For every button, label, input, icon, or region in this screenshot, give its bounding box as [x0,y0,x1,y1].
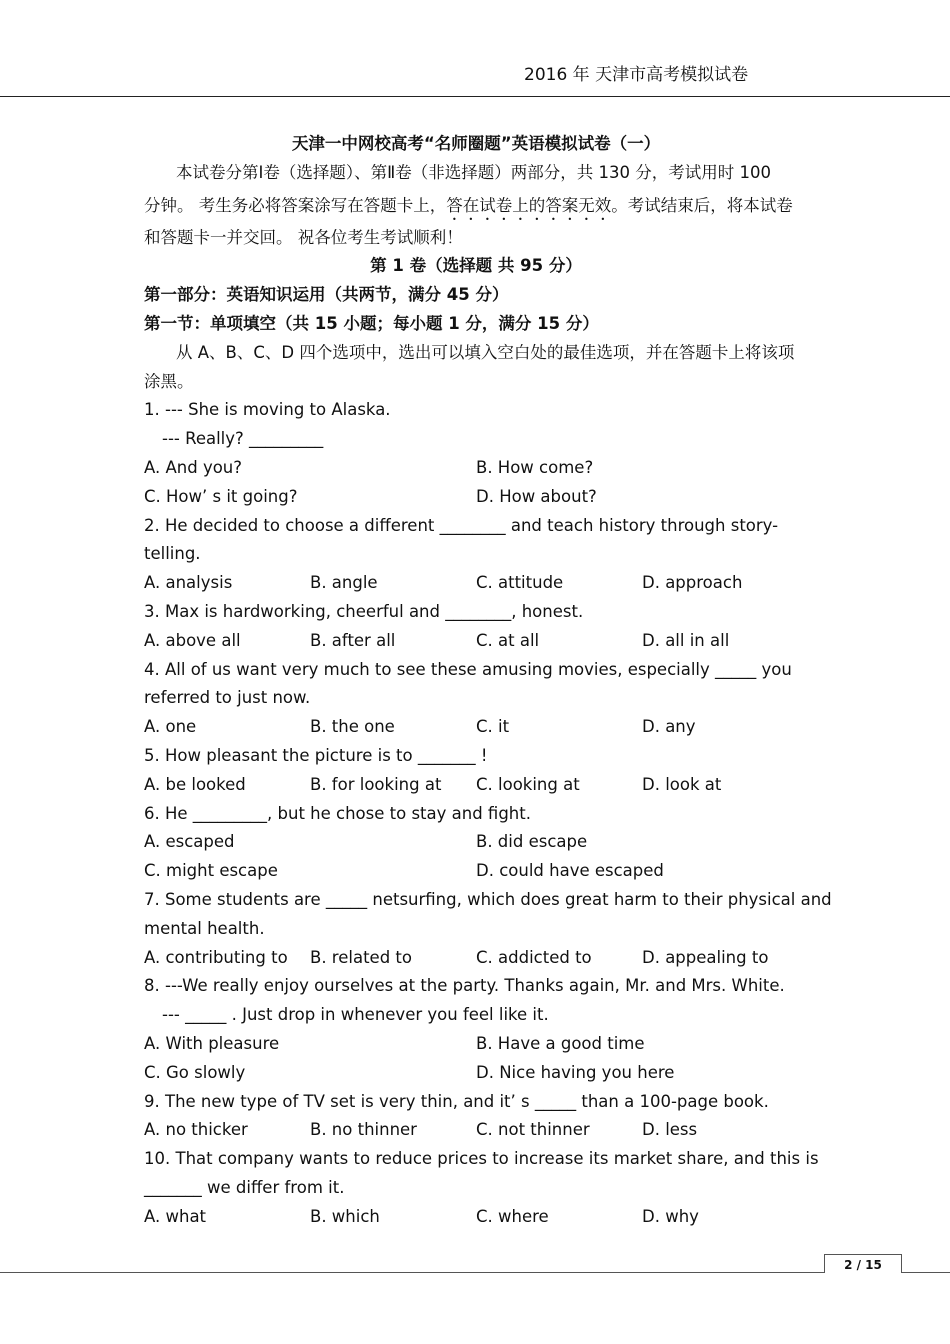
option-row [144,1030,808,1059]
question-stem-line: 2. He decided to choose a different ________ and teach history through story- [144,515,779,535]
option-row [144,771,808,800]
question-stem-line: --- _____ . Just drop in whenever you feel like it. [162,1005,549,1025]
option-row [144,1059,808,1088]
question-9 [144,1088,808,1146]
answer-option: A. With pleasure [144,1033,280,1053]
question-5 [144,742,808,800]
question-stem-line: mental health. [144,918,265,938]
question-stem-line: 5. How pleasant the picture is to _______ ! [144,745,488,765]
question-stem-line: 10. That company wants to reduce prices to increase its market share, and this is [144,1149,819,1169]
answer-option: C. Go slowly [144,1062,246,1082]
part-heading: 第一部分：英语知识运用（共两节，满分 45 分） [144,285,509,305]
option-row [144,944,808,973]
question-stem-line: 6. He _________, but he chose to stay and fight. [144,803,531,823]
answer-option: B. Have a good time [476,1033,645,1053]
question-stem-line: 4. All of us want very much to see these amusing movies, especially _____ you [144,659,792,679]
answer-option: A. contributing to [144,947,288,967]
answer-option: D. appealing to [642,947,769,967]
question-1 [144,396,808,511]
intro-emphasis: 答在试卷上的答案无效 [446,195,612,215]
answer-option: C. where [476,1206,549,1226]
answer-option: D. why [642,1206,699,1226]
answer-option: A. And you? [144,457,243,477]
question-10 [144,1145,819,1231]
answer-option: A. be looked [144,774,246,794]
option-row [144,1203,808,1232]
question-stem-line: referred to just now. [144,688,311,708]
intro-line-1: 本试卷分第Ⅰ卷（选择题）、第Ⅱ卷（非选择题）两部分，共 130 分，考试用时 100 [176,162,771,182]
answer-option: A. above all [144,630,241,650]
page-number: 2 / 15 [824,1254,902,1273]
answer-option: B. How come? [476,457,594,477]
instruction-line-1: 从 A、B、C、D 四个选项中，选出可以填入空白处的最佳选项，并在答题卡上将该项 [176,342,795,362]
question-2 [144,512,808,598]
intro-text-a: 分钟。 考生务必将答案涂写在答题卡上， [144,195,447,215]
answer-option: D. Nice having you here [476,1062,675,1082]
answer-option: B. after all [310,630,396,650]
paper-title: 天津一中网校高考“名师圈题”英语模拟试卷（一） [291,134,661,153]
intro-line-2 [144,188,808,224]
footer-divider [0,1272,950,1273]
answer-option: A. one [144,717,197,737]
answer-option: B. angle [310,573,378,593]
instruction-line-2: 涂黑。 [144,371,194,391]
answer-option: C. at all [476,630,540,650]
section-heading: 第一节：单项填空（共 15 小题；每小题 1 分，满分 15 分） [144,313,599,333]
question-list [144,396,832,1231]
answer-option: D. any [642,717,696,737]
answer-option: D. How about? [476,486,597,506]
answer-option: B. the one [310,717,395,737]
question-stem-line: 7. Some students are _____ netsurfing, which does great harm to their physical and [144,889,832,909]
option-row [144,569,808,598]
question-stem-line: telling. [144,544,201,564]
option-row [144,713,808,742]
intro-line-3: 和答题卡一并交回。 祝各位考生考试顺利！ [144,227,463,247]
option-row [144,1116,808,1145]
answer-option: C. How’ s it going? [144,486,298,506]
question-3 [144,598,808,656]
answer-option: C. addicted to [476,947,592,967]
answer-option: D. all in all [642,630,730,650]
option-row [144,828,808,857]
answer-option: A. no thicker [144,1120,248,1140]
question-stem-line: 1. --- She is moving to Alaska. [144,400,391,420]
option-row [144,857,808,886]
answer-option: C. might escape [144,861,278,881]
answer-option: D. could have escaped [476,861,664,881]
question-stem-line: --- Really? _________ [162,429,324,449]
option-row [144,627,808,656]
question-stem-line: 9. The new type of TV set is very thin, and it’ s _____ than a 100-page book. [144,1091,769,1111]
answer-option: B. no thinner [310,1120,417,1140]
exam-content [144,130,832,1231]
answer-option: C. attitude [476,573,564,593]
question-7 [144,886,832,972]
header-divider [0,96,950,97]
question-stem-line: 8. ---We really enjoy ourselves at the party. Thanks again, Mr. and Mrs. White. [144,976,785,996]
intro-text-b: 。考试结束后，将本试卷 [611,195,793,215]
question-4 [144,656,808,742]
answer-option: D. look at [642,774,722,794]
answer-option: C. it [476,717,510,737]
option-row [144,454,808,483]
answer-option: A. escaped [144,832,235,852]
answer-option: B. related to [310,947,412,967]
answer-option: C. looking at [476,774,580,794]
header-title: 2016 年 天津市高考模拟试卷 [524,65,749,85]
answer-option: B. for looking at [310,774,442,794]
question-stem-line: 3. Max is hardworking, cheerful and ________, honest. [144,601,584,621]
answer-option: A. what [144,1206,207,1226]
question-stem-line: _______ we differ from it. [144,1177,345,1197]
answer-option: B. did escape [476,832,588,852]
answer-option: D. approach [642,573,743,593]
answer-option: A. analysis [144,573,233,593]
question-6 [144,800,808,886]
answer-option: C. not thinner [476,1120,590,1140]
answer-option: D. less [642,1120,698,1140]
question-8 [144,972,808,1087]
volume-heading: 第 1 卷（选择题 共 95 分） [370,256,582,276]
answer-option: B. which [310,1206,380,1226]
option-row [144,483,808,512]
